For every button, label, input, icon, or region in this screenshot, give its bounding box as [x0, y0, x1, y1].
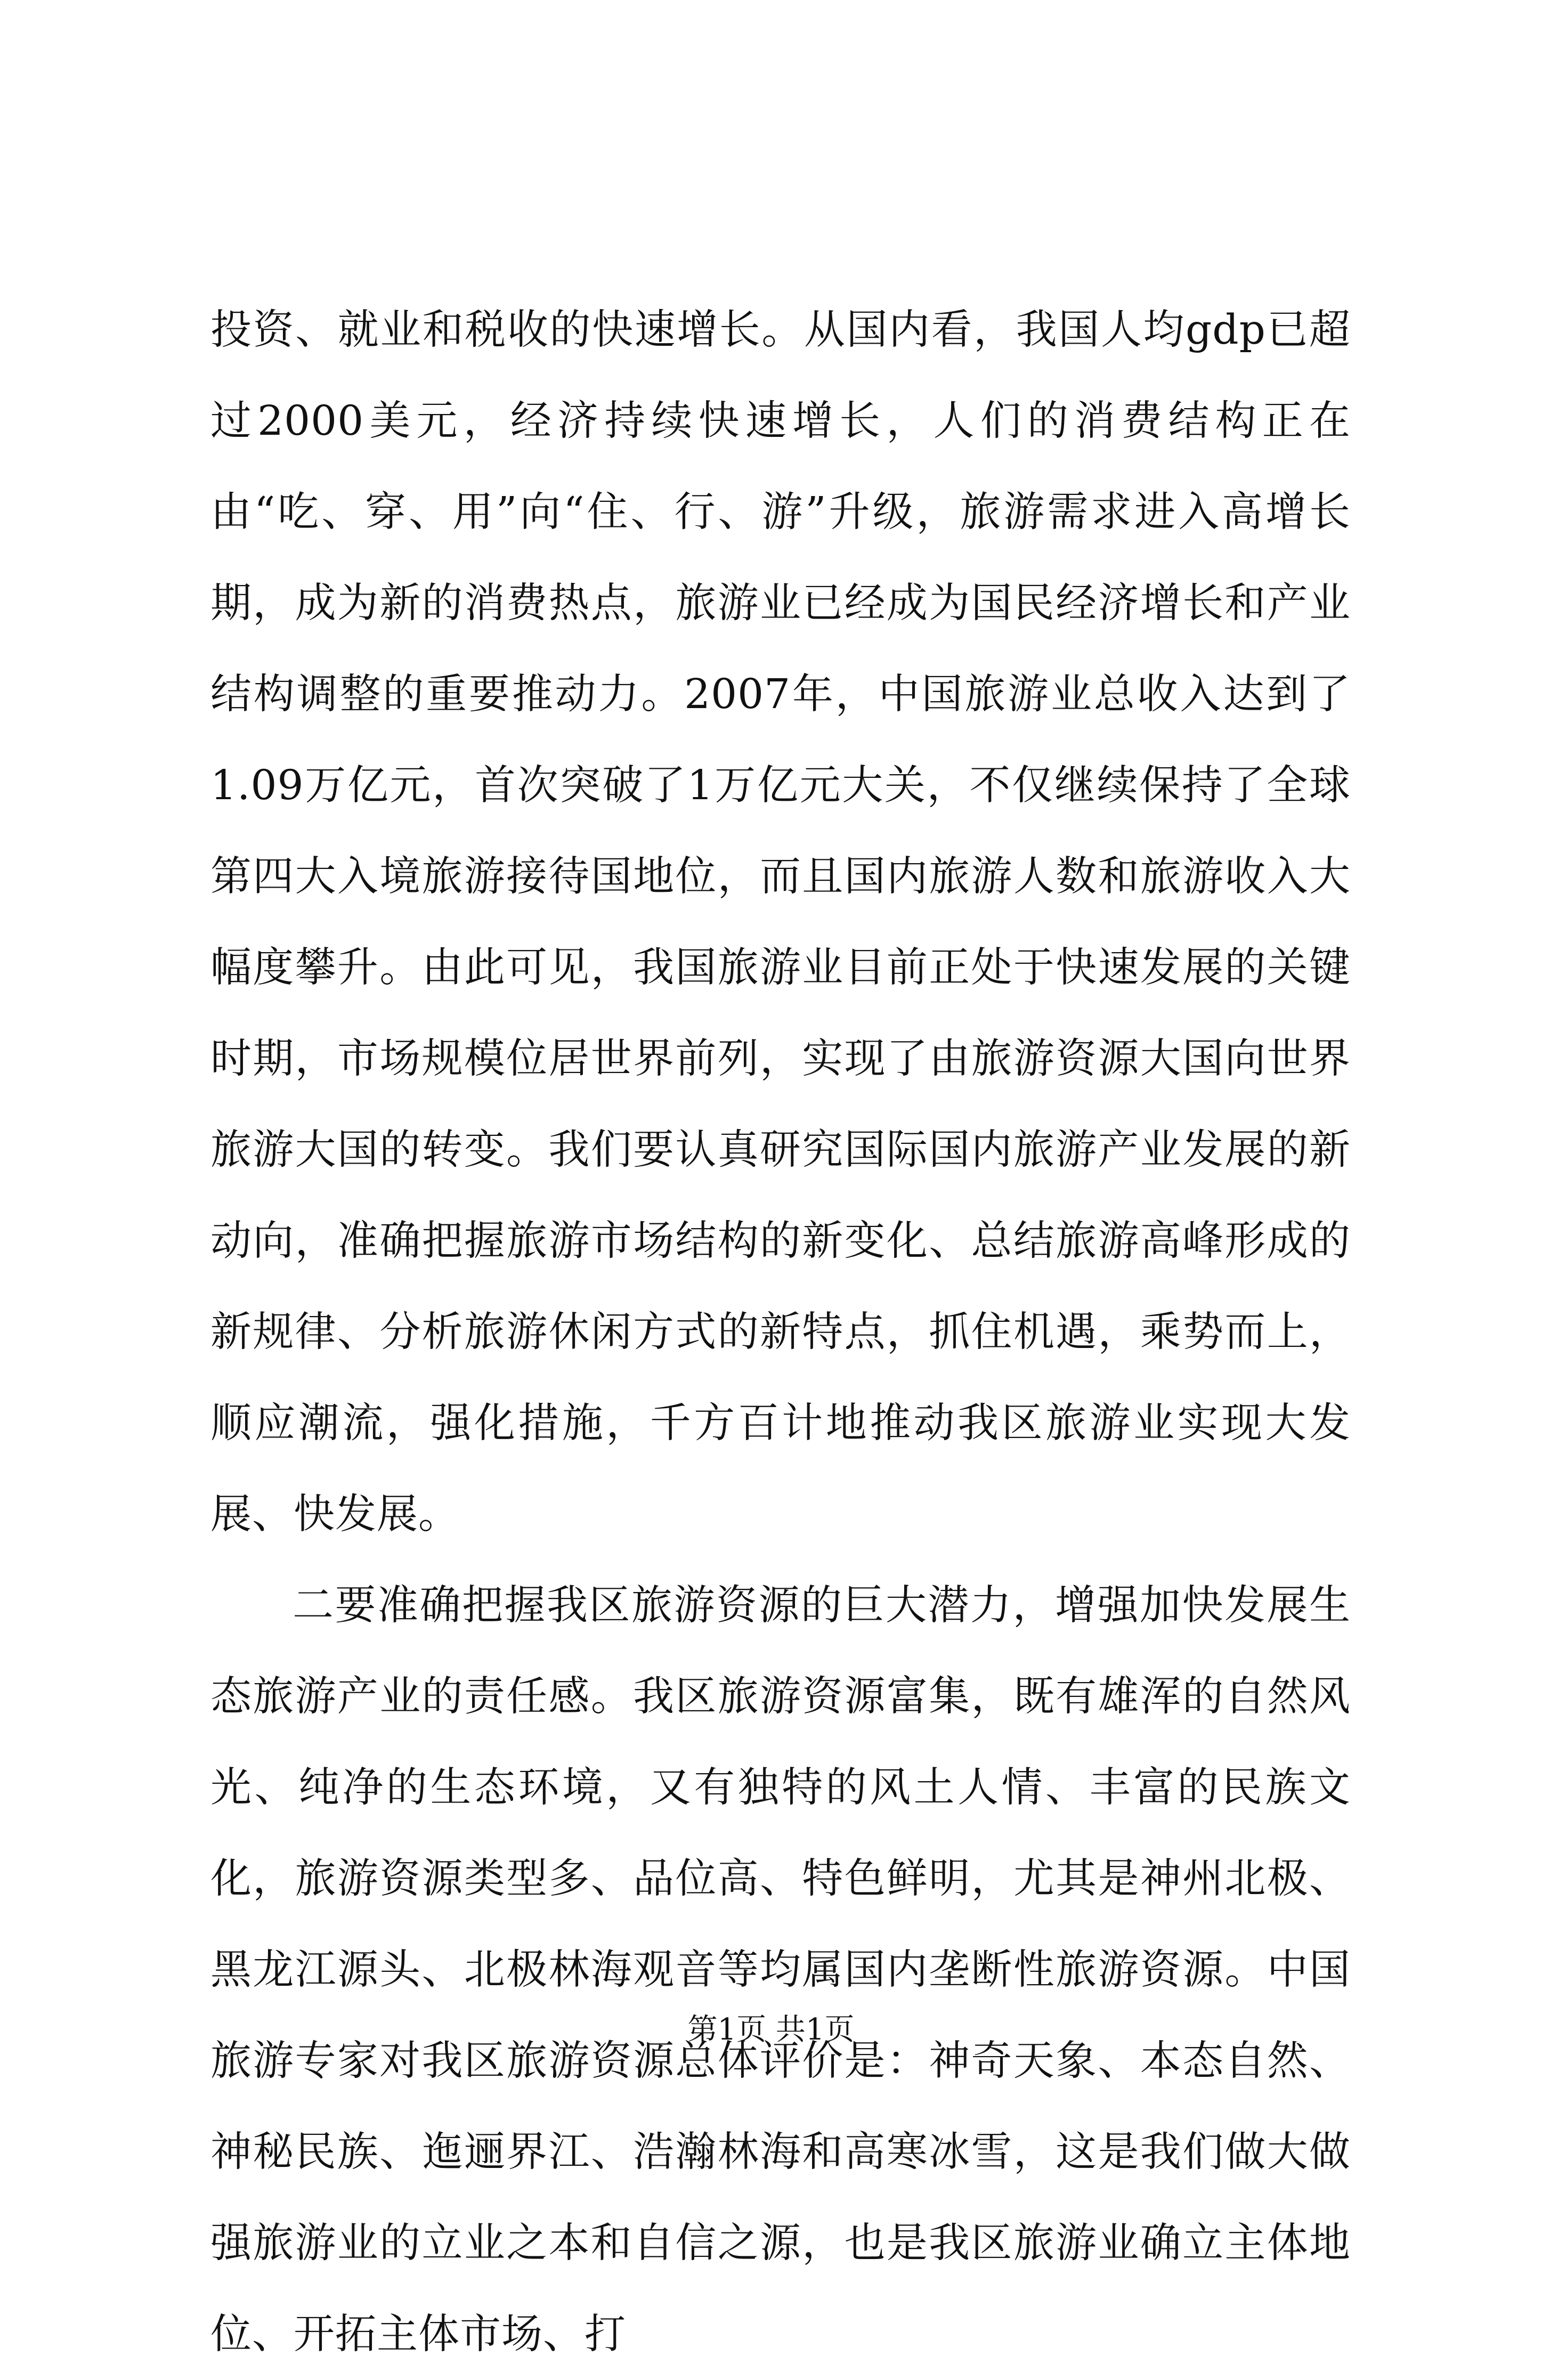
page-number-footer: 第1页 共1页 — [687, 2012, 855, 2047]
paragraph-continuation: 投资、就业和税收的快速增长。从国内看，我国人均gdp已超过2000美元，经济持续快速增长，人们的消费结构正在由“吃、穿、用”向“住、行、游”升级，旅游需求进入高增长期，成为新的消费热点，旅游业已经成为国民经济增长和产业结构调整的重要推动力。2007年，中国旅游业总收入达到了1.09万亿元，首次突破了1万亿元大关，不仅继续保持了全球第四大入境旅游接待国地位，而且国内旅游人数和旅游收入大幅度攀升。由此可见，我国旅游业目前正处于快速发展的关键时期，市场规模位居世界前列，实现了由旅游资源大国向世界旅游大国的转变。我们要认真研究国际国内旅游产业发展的新动向，准确把握旅游市场结构的新变化、总结旅游高峰形成的新规律、分析旅游休闲方式的新特点，抓住机遇，乘势而上，顺应潮流，强化措施，千方百计地推动我区旅游业实现大发展、快发展。 — [210, 306, 1351, 1538]
paragraph-tourism-resources: 二要准确把握我区旅游资源的巨大潜力，增强加快发展生态旅游产业的责任感。我区旅游资源富集，既有雄浑的自然风光、纯净的生态环境，又有独特的风土人情、丰富的民族文化，旅游资源类型多、品位高、特色鲜明，尤其是神州北极、黑龙江源头、北极林海观音等均属国内垄断性旅游资源。中国旅游专家对我区旅游资源总体评价是：神奇天象、本态自然、神秘民族、迤逦界江、浩瀚林海和高寒冰雪，这是我们做大做强旅游业的立业之本和自信之源，也是我区旅游业确立主体地位、开拓主体市场、打 — [210, 1582, 1351, 2358]
document-body — [210, 285, 1351, 2380]
